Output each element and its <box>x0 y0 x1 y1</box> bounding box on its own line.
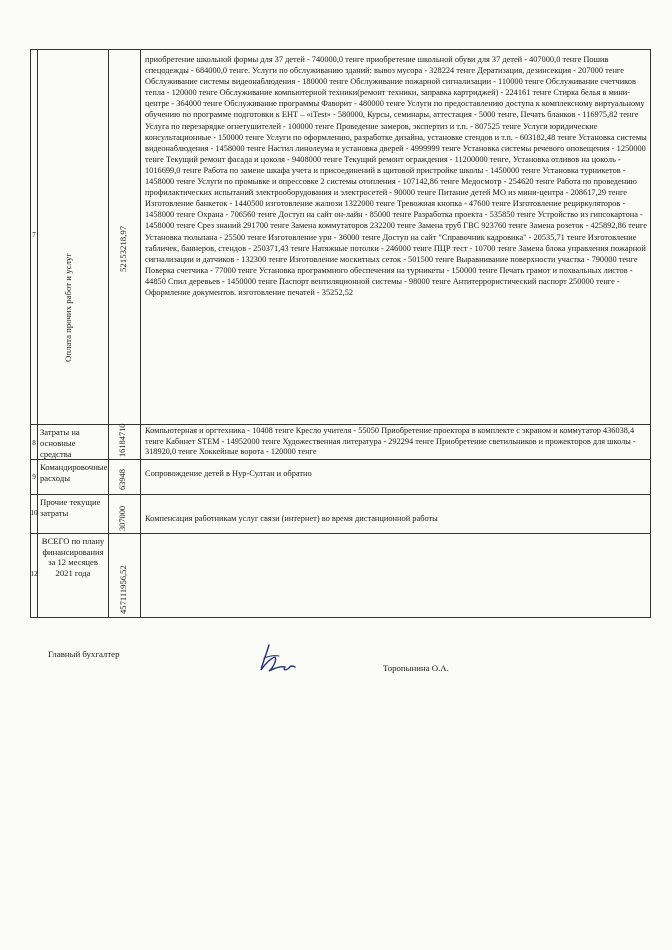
row-name: Командировочные расходы <box>40 462 108 483</box>
row-amount-vertical: 16184710 <box>118 423 127 457</box>
row-number: 12 <box>30 570 38 578</box>
row-description: Сопровождение детей в Нур-Султан и обратно <box>145 469 312 478</box>
table-border-top <box>30 49 651 50</box>
row-number: 9 <box>32 473 36 481</box>
table-row-divider <box>30 494 651 495</box>
row-name: Прочие текущие затраты <box>40 497 101 518</box>
row-name: Затраты на основные средства <box>40 427 80 459</box>
accountant-position: Главный бухгалтер <box>48 649 120 659</box>
row-number: 8 <box>32 439 36 447</box>
row-name: ВСЕГО по плану финансирования за 12 месяцев 2021 года <box>41 536 105 578</box>
row-description <box>141 534 651 618</box>
row-number: 7 <box>32 231 36 239</box>
signer-name: Торопынина О.А. <box>383 663 449 673</box>
row-amount-vertical: 52153218,97 <box>118 225 128 272</box>
row-description: Компьютерная и оргтехника - 10408 тенге Кресло учителя - 55050 Приобретение проектора в комплекте с экраном и коммутатор 436038,4 тенге Кабинет STEM - 14952000 тенге Художественная литература - 292294 тенге Приобретение светильников и прожекторов для школы - 318920,0 тенге Хоккейные ворота - 120000 тенге <box>145 426 636 456</box>
row-description: Компенсация работникам услуг связи (интернет) во время дистанционной работы <box>145 514 438 523</box>
row-number: 10 <box>30 509 38 517</box>
row-amount-vertical: 307000 <box>118 505 127 531</box>
row-description: приобретение школьной формы для 37 детей - 740000,0 тенге приобретение школьной обуви для 37 детей - 407000,0 тенге Пошив спецодежды - 684000,0 тенге. Услуги по обслуживанию зданий: вывоз мусора - 328224 тенге Дератизация, дезинсекция - 207000 тенге Обслуживание системы видеонаблюдения - 180000 тенге Обслуживание пожарной сигнализации - 110000 тенге Обслуживание счетчиков тепла - 120000 тенге Обслуживание компьютерной техники(ремонт техники, заправка картриджей) - 224161 тенге Стирка белья в мини-центре - 364000 тенге Обслуживание программы Фаворит - 480000 тенге Услуги по предоставлению доступа к комплексному виртуальному обучению по программе подготовки к ЕНТ – «iTest» - 580000, Курсы, семинары, аттестация - 5000 тенге, Печать бланков - 116975,82 тенге Услуга по перезарядке огнетушителей - 100000 тенге Проведение замеров, экспертиз и т.п. - 807525 тенге Услуги юридические консультационные - 150000 тенге Услуги по оформлению, разработке дизайна, установке стендов и т.п. - 603182,48 тенге Установка системы видеонаблюдения - 1458000 тенге Настил линолеума и установка дверей - 4999999 тенге Установка системы речевого оповещения - 1250000 тенге Текущий ремонт фасада и цоколя - 9408000 тенге Текущий ремонт ограждения - 11200000 тенге, Установка отливов на цоколь - 1016699,0 тенге Работа по замене шкафа учета и присоединений в щитовой пристройке школы - 1450000 тенге Установка турникетов - 1458000 тенге Услуги по промывке и опрессовке 2 системы отопления - 107142,86 тенге Медосмотр - 254620 тенге Работа по проведению профилактических испытаний электрооборудования и электросетей - 90000 тенге Питание детей МО из мини-центра - 208617,29 тенге Изготовление банкеток - 1440500 изготовление жалюзи 1322000 тенге Тревожная кнопка - 47600 тенге Изготовление рециркуляторов - 1458000 тенге Охрана - 706560 тенге Доступ на сайт он-лайн - 85000 тенге Разработка проекта - 535850 тенге Устройство из гипсокартона - 1458000 тенге Срез знаний 291700 тенге Замена коммутаторов 232200 тенге Замена труб ГВС 923760 тенге Замена розеток - 425892,86 тенге Установка тюльпана - 25500 тенге Изготовление урн - 36000 тенге Доступ на сайт "Справочник кадровика" - 20535,71 тенге Изготовление табличек, баннеров, стендов - 250371,43 тенге Натяжные потолки - 246000 тенге ПЦР тест - 10700 тенге Замена блока управления пожарной сигнализации и датчиков - 132300 тенге Изготовление москитных сеток - 501500 тенге Выравнивание поверхности участка - 790000 тенге Поверка счетчика - 77000 тенге Установка программного обеспечения на турникеты - 150000 тенге Печать грамот и похвальных листов - 44850 Спил деревьев - 1450000 тенге Паспорт вентиляционной системы - 98000 тенге Антитеррористический паспорт 250000 тенге - Оформление документов. изготовление печатей - 35252,52 <box>145 55 647 297</box>
row-name-vertical: Оплата прочих работ и услуг <box>63 253 73 362</box>
signature <box>255 640 301 680</box>
row-amount-vertical: 63948 <box>118 469 127 490</box>
row-amount-vertical: 457111956,52 <box>118 565 128 614</box>
